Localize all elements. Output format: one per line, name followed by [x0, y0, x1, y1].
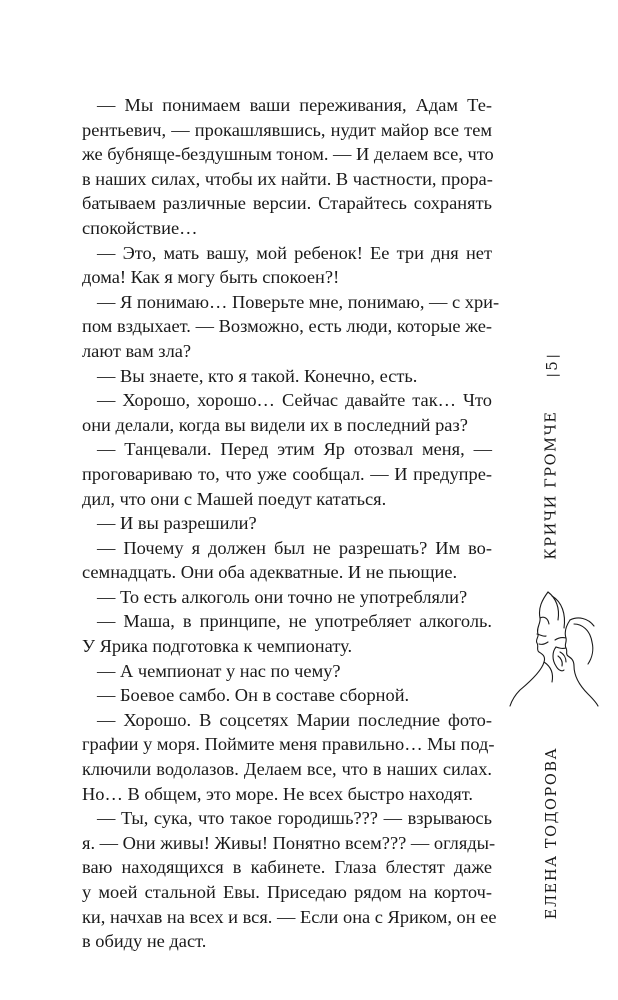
text-line: — То есть алкоголь они точно не употребляли? [97, 586, 468, 607]
text-line: — Боевое самбо. Он в составе сборной. [97, 685, 410, 706]
text-line: — Хорошо. В соцсетях Марии последние фото- [97, 709, 492, 730]
text-line: У Ярика подготовка к чемпионату. [82, 636, 353, 657]
text-line: же бубняще-бездушным тоном. — И делаем все, что [82, 144, 494, 165]
text-line: в наших силах, чтобы их найти. В частности, прора- [82, 168, 493, 189]
text-line: — Я понимаю… Поверьте мне, понимаю, — с хри- [97, 291, 500, 312]
body-text [82, 93, 500, 954]
text-line: рентьевич, — прокашлявшись, нудит майор все тем [82, 119, 492, 140]
text-line: графии у моря. Поймите меня правильно… Мы под- [82, 734, 495, 755]
text-line: ваю находящихся в кабинете. Глаза блестят даже [82, 857, 492, 878]
text-line: — И вы разрешили? [97, 513, 257, 534]
text-line: — Хорошо, хорошо… Сейчас давайте так… Что [97, 390, 492, 411]
text-line: — Вы знаете, кто я такой. Конечно, есть. [97, 365, 418, 386]
running-head-title: КРИЧИ ГРОМЧЕ [544, 410, 561, 560]
text-line: — Мы понимаем ваши переживания, Адам Те- [97, 95, 492, 115]
text-line: Но… В общем, это море. Не всех быстро находят. [82, 783, 473, 804]
text-line: — А чемпионат у нас по чему? [97, 660, 341, 681]
text-line: — Маша, в принципе, не употребляет алкоголь. [97, 611, 492, 632]
text-line: — Ты, сука, что такое городишь??? — взрываюсь [97, 808, 492, 829]
text-line: батываем различные версии. Старайтесь сохранять [82, 193, 492, 214]
text-line: — Почему я должен был не разрешать? Им во- [97, 537, 492, 558]
page-number-block [538, 346, 566, 386]
text-line: дил, что они с Машей поедут кататься. [82, 488, 387, 509]
text-line: у моей стальной Евы. Приседаю рядом на корточ- [82, 882, 492, 902]
running-head-author: ЕЛЕНА ТОДОРОВА [544, 746, 561, 919]
text-line: ключили водолазов. Делаем все, что в наших силах. [82, 759, 492, 780]
text-line: проговариваю то, что уже сообщал. — И предупре- [82, 463, 492, 484]
running-head-title-block [538, 410, 566, 560]
text-line: в обиду не даст. [82, 931, 207, 952]
text-line: они делали, когда вы видели их в последний раз? [82, 414, 468, 435]
text-line: дома! Как я могу быть спокоен?! [82, 267, 340, 288]
text-line: спокойствие… [82, 217, 198, 238]
running-head-author-block [538, 745, 566, 920]
text-line: — Танцевали. Перед этим Яр отозвал меня, — [97, 439, 492, 460]
text-line: ки, начхав на всех и вся. — Если она с Яриком, он ее [82, 906, 497, 927]
text-line: я. — Они живы! Живы! Понятно всем??? — огляды- [82, 832, 496, 853]
page-number: 5 [543, 352, 561, 380]
divider [546, 375, 559, 376]
text-line: пом вздыхает. — Возможно, есть люди, которые же- [82, 316, 492, 337]
two-faces-illustration [508, 590, 600, 708]
text-line: лают вам зла? [82, 340, 192, 361]
divider [546, 356, 559, 357]
text-line: семнадцать. Они оба адекватные. И не пьющие. [82, 562, 458, 583]
text-line: — Это, мать вашу, мой ребенок! Ее три дня нет [97, 242, 492, 263]
